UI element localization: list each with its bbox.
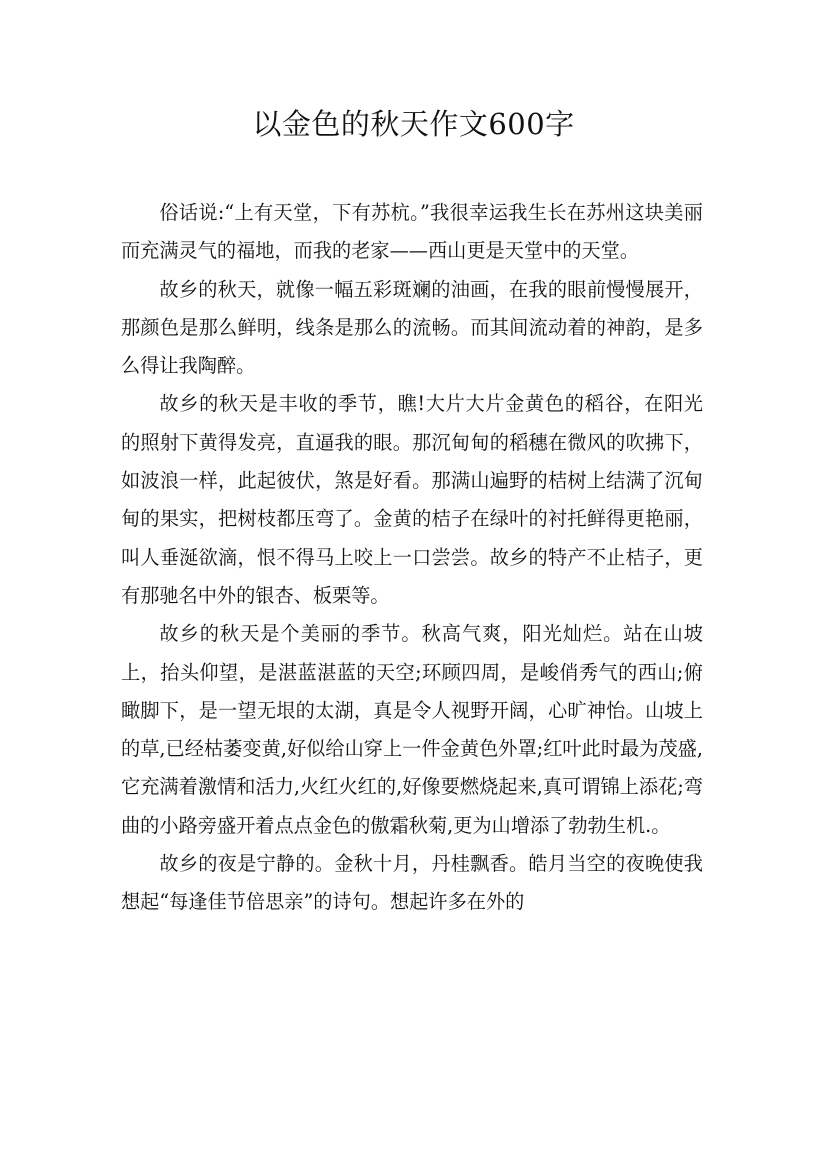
paragraph: 故乡的秋天，就像一幅五彩斑斓的油画，在我的眼前慢慢展开，那颜色是那么鲜明，线条是那么的流畅。而其间流动着的神韵，是多么得让我陶醉。 <box>121 277 703 378</box>
paragraph: 故乡的夜是宁静的。金秋十月，丹桂飘香。皓月当空的夜晚使我想起“每逢佳节倍思亲”的诗句。想起许多在外的 <box>121 852 703 914</box>
paragraph: 俗话说:“上有天堂，下有苏杭。”我很幸运我生长在苏州这块美丽而充满灵气的福地，而我的老家——西山更是天堂中的天堂。 <box>121 201 703 263</box>
document-title: 以金色的秋天作文600字 <box>252 107 575 141</box>
paragraph: 故乡的秋天是个美丽的季节。秋高气爽，阳光灿烂。站在山坡上，抬头仰望，是湛蓝湛蓝的天空;环顾四周，是峻俏秀气的西山;俯瞰脚下，是一望无垠的太湖，真是令人视野开阔，心旷神怡。山坡上的草,已经枯萎变黄,好似给山穿上一件金黄色外罩;红叶此时最为茂盛,它充满着激情和活力,火红火红的,好像要燃烧起来,真可谓锦上添花;弯曲的小路旁盛开着点点金色的傲霜秋菊,更为山增添了勃勃生机.。 <box>121 622 703 837</box>
document-body <box>121 194 703 922</box>
paragraph: 故乡的秋天是丰收的季节，瞧!大片大片金黄色的稻谷，在阳光的照射下黄得发亮，直逼我的眼。那沉甸甸的稻穗在微风的吹拂下，如波浪一样，此起彼伏，煞是好看。那满山遍野的桔树上结满了沉甸甸的果实，把树枝都压弯了。金黄的桔子在绿叶的衬托鲜得更艳丽，叫人垂涎欲滴，恨不得马上咬上一口尝尝。故乡的特产不止桔子，更有那驰名中外的银杏、板栗等。 <box>121 392 703 607</box>
